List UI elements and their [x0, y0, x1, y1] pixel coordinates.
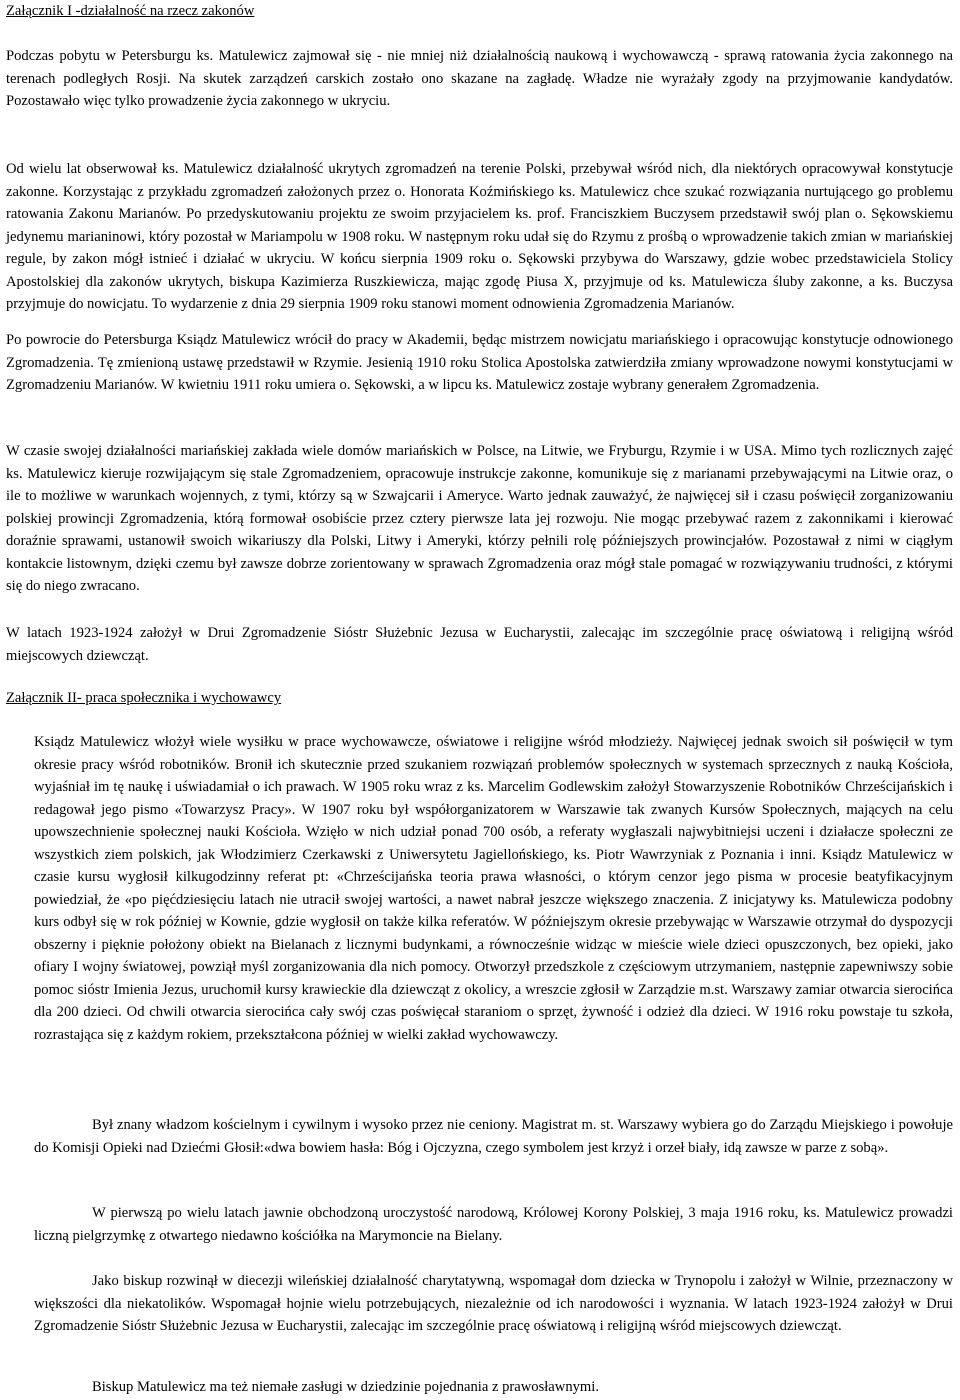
annex-1-paragraph-5: W latach 1923-1924 założył w Drui Zgromadzenie Sióstr Służebnic Jezusa w Eucharystii, zalecając im szczególnie pracę oświatową i religijną wśród miejscowych dziewcząt.	[6, 625, 953, 664]
annex-1-paragraph-4: W czasie swojej działalności mariańskiej zakłada wiele domów mariańskich w Polsce, na Litwie, we Fryburgu, Rzymie i w USA. Mimo tych rozlicznych zajęć ks. Matulewicz kieruje rozwijającym się stale Zgromadzeniem, opracowuje instrukcje zakonne, komunikuje się z marianami przebywającymi na Litwie oraz, o ile to możliwe w warunkach wojennych, z tymi, którzy są w Szwajcarii i Ameryce. Warto jednak zauważyć, że najwięcej sił i czasu poświęcił zorganizowaniu polskiej prowincji Zgromadzenia, którą formował osobiście przez cztery pierwsze lata jej rozwoju. Nie mogąc przebywać razem z zakonnikami i kierować doraźnie sprawami, ustanowił swoich wikariuszy dla Polski, Litwy i Ameryki, którzy pełnili rolę późniejszych prowincjałów. Pozostawał z nimi w ciągłym kontakcie listownym, dzięki czemu był zawsze dobrze zorientowany w sprawach Zgromadzenia oraz mógł stale pomagać w rozwiązywaniu trudności, z którymi się do niego zwracano.	[6, 443, 953, 594]
annex-1-paragraph-1: Podczas pobytu w Petersburgu ks. Matulewicz zajmował się - nie mniej niż działalnością naukową i wychowawczą - sprawą ratowania życia zakonnego na terenach podległych Rosji. Na skutek zarządzeń carskich zostało ono skazane na zagładę. Władze nie wyrażały zgody na przyjmowanie kandydatów. Pozostawało więc tylko prowadzenie życia zakonnego w ukryciu.	[6, 48, 953, 109]
annex-2-paragraph-4: Jako biskup rozwinął w diecezji wileńskiej działalność charytatywną, wspomagał dom dziecka w Trynopolu i założył w Wilnie, przeznaczony w większości dla niekatolików. Wspomagał hojnie wielu potrzebujących, niezależnie od ich narodowości i wyznania. W latach 1923-1924 założył w Drui Zgromadzenie Sióstr Służebnic Jezusa w Eucharystii, zalecając im szczególnie pracę oświatową i religijną wśród miejscowych dziewcząt.	[34, 1273, 953, 1334]
annex-2-paragraph-5: Biskup Matulewicz ma też niemałe zasługi w dziedzinie pojednania z prawosławnymi.	[92, 1379, 599, 1395]
annex-1-heading: Załącznik I -działalność na rzecz zakonów	[6, 3, 255, 19]
annex-2-paragraph-2: Był znany władzom kościelnym i cywilnym i wysoko przez nie ceniony. Magistrat m. st. Warszawy wybiera go do Zarządu Miejskiego i powołuje do Komisji Opieki nad Dziećmi Głosił:«dwa bowiem hasła: Bóg i Ojczyzna, czego symbolem jest krzyż i orzeł biały, idą zawsze w parze z sobą».	[34, 1117, 953, 1156]
annex-2-paragraph-1: Ksiądz Matulewicz włożył wiele wysiłku w prace wychowawcze, oświatowe i religijne wśród młodzieży. Najwięcej jednak swoich sił poświęcił w tym okresie pracy wśród robotników. Bronił ich skutecznie przed szukaniem rozwiązań problemów społecznych w systemach sprzecznych z nauką Kościoła, wyjaśniał im tę naukę i uświadamiał o ich prawach. W 1905 roku wraz z ks. Marcelim Godlewskim założył Stowarzyszenie Robotników Chrześcijańskich i redagował jego pismo «Towarzysz Pracy». W 1907 roku był współorganizatorem w Warszawie tak zwanych Kursów Społecznych, mających na celu upowszechnienie społecznej nauki Kościoła. Wzięło w nich udział ponad 700 osób, a referaty wygłaszali najwybitniejsi uczeni i działacze społeczni ze wszystkich ziem polskich, jak Włodzimierz Czerkawski z Uniwersytetu Jagiellońskiego, ks. Piotr Wawrzyniak z Poznania i inni. Ksiądz Matulewicz w czasie kursu wygłosił kilkugodzinny referat pt: «Chrześcijańska teoria prawa własności, o którym cenzor jego pisma w procesie beatyfikacyjnym powiedział, że «po pięćdziesięciu latach nie utracił swojej wartości, a nawet nabrał jeszcze większego znaczenia. Z inicjatywy ks. Matulewicza podobny kurs odbył się w rok później w Kownie, gdzie wygłosił on także kilka referatów. W późniejszym okresie przebywając w Warszawie otrzymał do dyspozycji obszerny i pięknie położony obiekt na Bielanach z licznymi budynkami, a równocześnie widząc w mieście wiele dzieci opuszczonych, bez opieki, jako ofiary I wojny światowej, powziął myśl zorganizowania dla nich pomocy. Otworzył przedszkole z częściowym utrzymaniem, następnie zapewniwszy sobie pomoc sióstr Imienia Jezus, uruchomił kursy krawieckie dla dziewcząt z okolicy, a wreszcie zgłosił w Zarządzie m.st. Warszawy zamiar otwarcia sierocińca dla 200 dzieci. Od chwili otwarcia sierocińca cały swój czas poświęcał staraniom o sprzęt, żywność i odzież dla dzieci. W 1916 roku powstaje tu szkoła, rozrastająca się z każdym rokiem, przekształcona później w wielki zakład wychowawczy.	[34, 734, 953, 1043]
annex-1-paragraph-3: Po powrocie do Petersburga Ksiądz Matulewicz wrócił do pracy w Akademii, będąc mistrzem nowicjatu mariańskiego i opracowując konstytucje odnowionego Zgromadzenia. Tę zmienioną ustawę przedstawił w Rzymie. Jesienią 1910 roku Stolica Apostolska zatwierdziła zmiany wprowadzone nowymi konstytucjami w Zgromadzeniu Marianów. W kwietniu 1911 roku umiera o. Sękowski, a w lipcu ks. Matulewicz zostaje wybrany generałem Zgromadzenia.	[6, 332, 953, 393]
annex-1-paragraph-2: Od wielu lat obserwował ks. Matulewicz działalność ukrytych zgromadzeń na terenie Polski, przebywał wśród nich, dla niektórych opracowywał konstytucje zakonne. Korzystając z przykładu zgromadzeń założonych przez o. Honorata Koźmińskiego ks. Matulewicz chce szukać rozwiązania nurtującego go problemu ratowania Zakonu Marianów. Po przedyskutowaniu projektu ze swoim przyjacielem ks. prof. Franciszkiem Buczysem przedstawił swój plan o. Sękowskiemu jedynemu marianinowi, który pozostał w Mariampolu w 1908 roku. W następnym roku udał się do Rzymu z prośbą o wprowadzenie takich zmian w mariańskiej regule, by zakon mógł istnieć i działać w ukryciu. W końcu sierpnia 1909 roku o. Sękowski przybywa do Warszawy, gdzie wobec przedstawiciela Stolicy Apostolskiej dla zakonów ukrytych, biskupa Kazimierza Ruszkiewicza, mając zgodę Piusa X, przyjmuje od ks. Matulewicza śluby zakonne, a ks. Buczysa przyjmuje do nowicjatu. To wydarzenie z dnia 29 sierpnia 1909 roku stanowi moment odnowienia Zgromadzenia Marianów.	[6, 161, 953, 312]
annex-2-heading: Załącznik II- praca społecznika i wychowawcy	[6, 690, 282, 706]
annex-2-paragraph-3: W pierwszą po wielu latach jawnie obchodzoną uroczystość narodową, Królowej Korony Polskiej, 3 maja 1916 roku, ks. Matulewicz prowadzi liczną pielgrzymkę z otwartego niedawno kościółka na Marymoncie na Bielany.	[34, 1205, 953, 1244]
